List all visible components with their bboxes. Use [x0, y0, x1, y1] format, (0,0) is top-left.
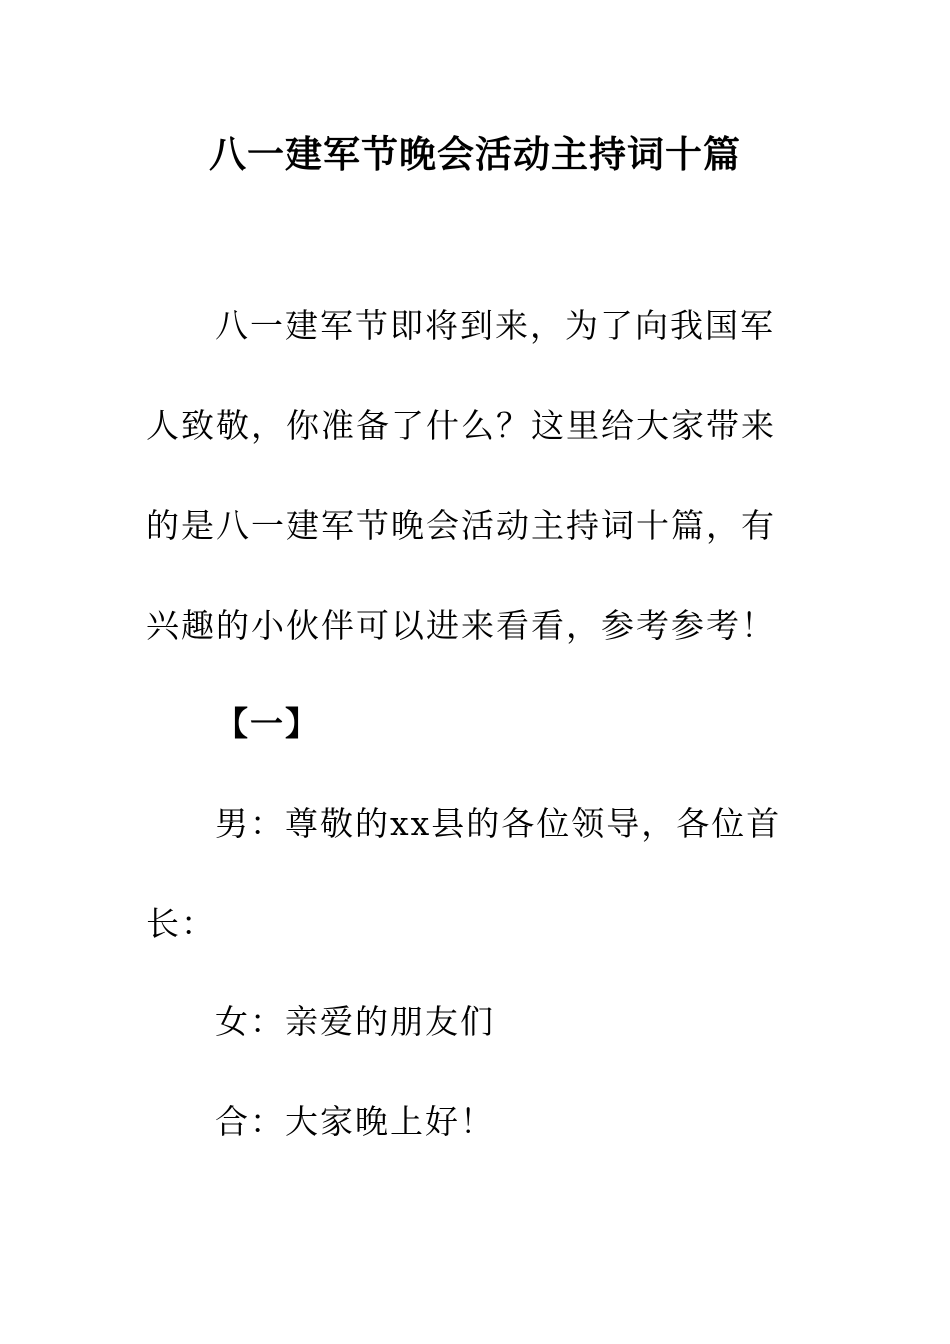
intro-line-4: 兴趣的小伙伴可以进来看看，参考参考！	[146, 606, 776, 645]
section-heading: 【一】	[215, 704, 320, 743]
intro-line-3: 的是八一建军节晚会活动主持词十篇，有	[146, 506, 776, 545]
dialogue-line-male-cont: 长：	[146, 904, 216, 943]
intro-line-1: 八一建军节即将到来，为了向我国军	[215, 306, 775, 345]
dialogue-line-together: 合：大家晚上好！	[215, 1102, 495, 1141]
dialogue-line-male: 男：尊敬的xx县的各位领导，各位首	[215, 804, 782, 843]
document-title: 八一建军节晚会活动主持词十篇	[209, 132, 741, 176]
dialogue-line-female: 女：亲爱的朋友们	[215, 1002, 495, 1041]
intro-line-2: 人致敬，你准备了什么？这里给大家带来	[146, 406, 776, 445]
